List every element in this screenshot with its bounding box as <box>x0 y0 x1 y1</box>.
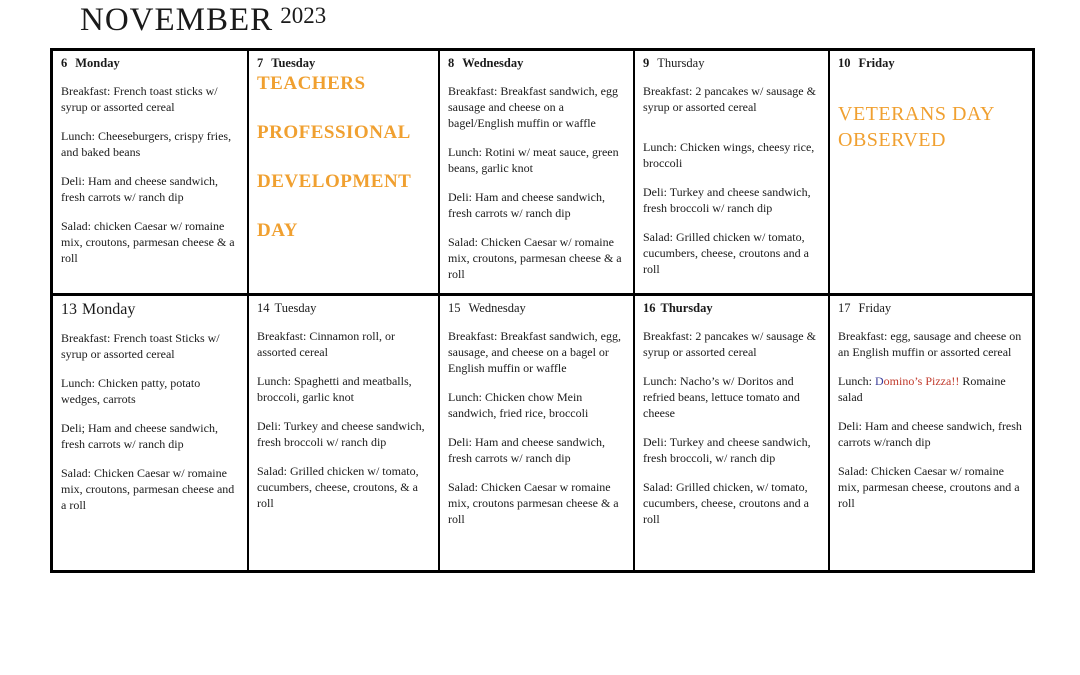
dominos-pizza-initial: D <box>875 373 884 388</box>
meal-deli: Deli: Ham and cheese sandwich, fresh carrots w/ ranch dip <box>448 434 605 465</box>
menu-calendar <box>50 48 1035 573</box>
day-header <box>257 56 430 71</box>
day-cell-14-tuesday <box>247 293 438 570</box>
meal-breakfast: Breakfast: egg, sausage and cheese on an English muffin or assorted cereal <box>838 329 1022 359</box>
meal-breakfast: Breakfast: 2 pancakes w/ sausage & syrup or assorted cereal <box>643 329 816 359</box>
day-cell-13-monday <box>53 293 247 570</box>
meal-salad: Salad: Chicken Caesar w/ romaine mix, croutons, parmesan cheese & a roll <box>448 234 622 281</box>
day-cell-6-monday <box>53 51 247 293</box>
meal-lunch: Lunch: Nacho’s w/ Doritos and refried beans, lettuce tomato and cheese <box>643 373 800 420</box>
day-header <box>448 301 625 316</box>
day-number: 15 <box>448 301 461 315</box>
meal-salad: Salad: Chicken Caesar w/ romaine mix, parmesan cheese, croutons and a roll <box>838 463 1020 510</box>
day-cell-17-friday <box>828 293 1032 570</box>
day-name: Monday <box>75 56 120 70</box>
day-header <box>643 301 820 316</box>
lunch-label: Lunch: <box>838 373 875 388</box>
month-title: NOVEMBER <box>80 2 274 38</box>
meal-breakfast: Breakfast: Breakfast sandwich, egg, sausage, and cheese on a bagel or English muffin or waffle <box>448 329 621 375</box>
meal-salad: Salad: Grilled chicken w/ tomato, cucumbers, cheese, croutons, & a roll <box>257 463 419 510</box>
day-name: Tuesday <box>271 56 316 70</box>
notice-line: VETERANS DAY <box>838 103 995 125</box>
day-cell-15-wednesday <box>438 293 633 570</box>
day-cell-7-tuesday <box>247 51 438 293</box>
lunch-suffix: Romaine salad <box>838 373 1006 404</box>
day-cell-9-thursday <box>633 51 828 293</box>
meal-lunch: Lunch: Chicken chow Mein sandwich, fried rice, broccoli <box>448 389 589 420</box>
day-number: 10 <box>838 56 851 70</box>
meal-salad: Salad: Chicken Caesar w romaine mix, croutons parmesan cheese & a roll <box>448 479 619 526</box>
notice-line: OBSERVED <box>838 129 946 151</box>
meal-lunch <box>838 374 1024 406</box>
meal-deli: Deli: Ham and cheese sandwich, fresh carrots w/ ranch dip <box>448 189 605 220</box>
day-number: 14 <box>257 301 270 315</box>
meal-salad: Salad: Chicken Caesar w/ romaine mix, croutons, parmesan cheese and a roll <box>61 465 235 512</box>
day-header <box>643 56 820 71</box>
day-number: 6 <box>61 56 68 70</box>
meal-breakfast: Breakfast: French toast sticks w/ syrup or assorted cereal <box>61 84 218 114</box>
day-name: Tuesday <box>274 301 317 315</box>
meal-deli: Deli: Ham and cheese sandwich, fresh carrots w/ranch dip <box>838 418 1022 449</box>
meal-salad: Salad: chicken Caesar w/ romaine mix, croutons, parmesan cheese & a roll <box>61 218 235 265</box>
day-number: 8 <box>448 56 455 70</box>
notice-line: TEACHERS <box>257 73 366 94</box>
day-header <box>257 301 430 316</box>
meal-deli: Deli: Turkey and cheese sandwich, fresh broccoli w/ ranch dip <box>257 418 425 449</box>
meal-salad: Salad: Grilled chicken w/ tomato, cucumbers, cheese, croutons and a roll <box>643 229 809 276</box>
day-header <box>61 56 239 71</box>
meal-deli: Deli: Turkey and cheese sandwich, fresh broccoli w/ ranch dip <box>643 184 811 215</box>
meal-deli: Deli; Ham and cheese sandwich, fresh carrots w/ ranch dip <box>61 420 218 451</box>
meal-deli: Deli: Ham and cheese sandwich, fresh carrots w/ ranch dip <box>61 173 218 204</box>
meal-lunch: Lunch: Chicken patty, potato wedges, carrots <box>61 375 201 406</box>
day-cell-10-friday <box>828 51 1032 293</box>
day-name: Friday <box>858 56 895 70</box>
meal-breakfast: Breakfast: French toast Sticks w/ syrup or assorted cereal <box>61 331 220 361</box>
day-number: 16 <box>643 301 656 315</box>
day-name: Friday <box>858 301 892 315</box>
calendar-title <box>80 2 326 39</box>
meal-deli: Deli: Turkey and cheese sandwich, fresh broccoli, w/ ranch dip <box>643 434 811 465</box>
meal-breakfast: Breakfast: Breakfast sandwich, egg sausage and cheese on a bagel/English muffin or waffle <box>448 84 618 130</box>
teachers-professional-development-notice <box>257 73 430 242</box>
day-number: 7 <box>257 56 264 70</box>
day-number: 17 <box>838 301 851 315</box>
meal-lunch: Lunch: Cheeseburgers, crispy fries, and baked beans <box>61 128 232 159</box>
year-label: 2023 <box>280 3 327 28</box>
day-cell-8-wednesday <box>438 51 633 293</box>
notice-line: DAY <box>257 220 298 241</box>
day-name: Monday <box>82 301 136 318</box>
day-header <box>61 301 239 319</box>
day-header <box>448 56 625 71</box>
meal-breakfast: Breakfast: 2 pancakes w/ sausage & syrup or assorted cereal <box>643 84 816 114</box>
day-name: Wednesday <box>468 301 526 315</box>
notice-line: PROFESSIONAL <box>257 122 411 143</box>
day-name: Thursday <box>660 301 713 315</box>
meal-breakfast: Breakfast: Cinnamon roll, or assorted cereal <box>257 329 395 359</box>
day-header <box>838 56 1024 71</box>
day-number: 9 <box>643 56 650 70</box>
meal-salad: Salad: Grilled chicken, w/ tomato, cucumbers, cheese, croutons and a roll <box>643 479 809 526</box>
day-name: Wednesday <box>462 56 524 70</box>
meal-lunch: Lunch: Chicken wings, cheesy rice, broccoli <box>643 139 815 170</box>
day-name: Thursday <box>657 56 705 70</box>
meal-lunch: Lunch: Spaghetti and meatballs, broccoli, garlic knot <box>257 373 412 404</box>
meal-lunch: Lunch: Rotini w/ meat sauce, green beans, garlic knot <box>448 144 619 175</box>
day-header <box>838 301 1024 316</box>
notice-line: DEVELOPMENT <box>257 171 412 192</box>
day-cell-16-thursday <box>633 293 828 570</box>
day-number: 13 <box>61 301 77 318</box>
dominos-pizza-text: omino’s Pizza!! <box>883 373 960 388</box>
veterans-day-notice <box>838 101 1024 153</box>
